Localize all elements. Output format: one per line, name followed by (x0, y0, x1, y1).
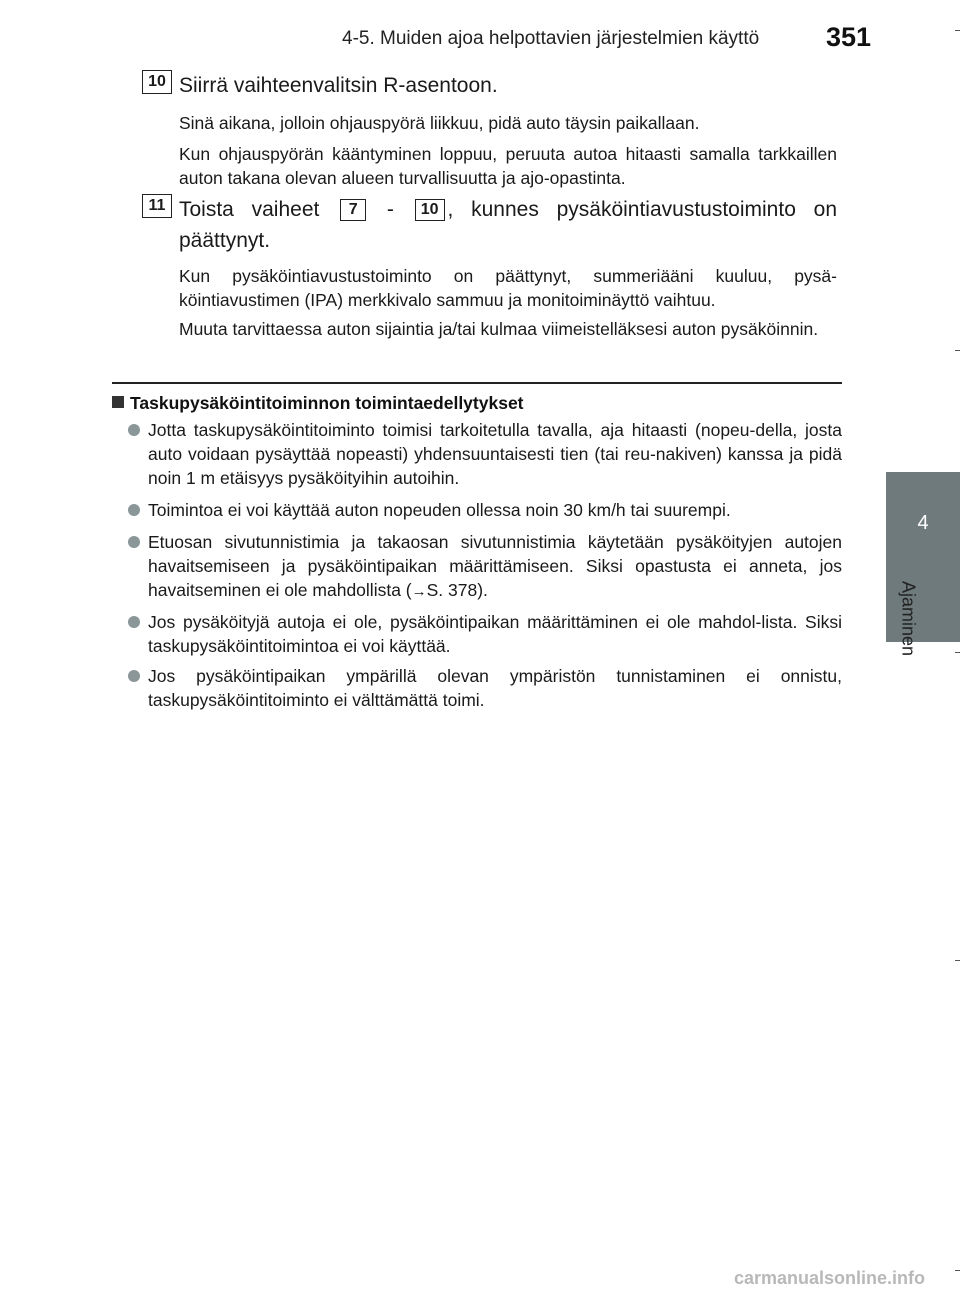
step-title: Siirrä vaihteenvalitsin R-asentoon. (179, 74, 498, 97)
step-paragraph: Muuta tarvittaessa auton sijaintia ja/tai kulmaa viimeistelläksesi auton pysäköinnin. (179, 319, 819, 339)
step-title-text: , kunnes pysäköintiavustustoiminto on päättynyt. (179, 198, 838, 252)
crop-mark (955, 652, 960, 653)
list-item-text: Jos pysäköityjä autoja ei ole, pysäköintipaikan määrittäminen ei ole mahdol-lista. Siksi taskupysäköintitoimintoa ei voi käyttää. (148, 612, 842, 656)
square-bullet-icon (112, 396, 124, 408)
list-item-text: Jos pysäköintipaikan ympärillä olevan ympäristön tunnistaminen ei onnistu, taskupysäköintitoiminto ei välttämättä toimi. (148, 666, 842, 710)
section-divider (112, 382, 842, 384)
section-title: 4-5. Muiden ajoa helpottavien järjestelmien käyttö (342, 28, 760, 49)
crop-mark (955, 1270, 960, 1271)
step-reference-box: 7 (340, 199, 366, 221)
crop-mark (955, 350, 960, 351)
list-item (128, 610, 842, 658)
chapter-label: Ajaminen (898, 580, 919, 657)
step-title-dash: - (386, 198, 394, 221)
crop-mark (955, 960, 960, 961)
arrow-right-icon: → (411, 583, 427, 600)
list-item-text (148, 530, 842, 604)
step-title-text: Toista vaiheet (179, 198, 320, 221)
list-item (128, 530, 842, 604)
circle-bullet-icon (128, 670, 140, 682)
chapter-number: 4 (917, 512, 929, 534)
list-item (128, 664, 842, 712)
step-reference-box: 10 (415, 199, 445, 221)
section-heading-text: Taskupysäköintitoiminnon toimintaedellytykset (130, 393, 524, 413)
step-title (179, 194, 837, 256)
step-number-box: 11 (142, 194, 172, 218)
list-item-text: Toimintoa ei voi käyttää auton nopeuden ollessa noin 30 km/h tai suurempi. (148, 500, 731, 520)
watermark: carmanualsonline.info (734, 1268, 926, 1288)
list-item-text-part: Etuosan sivutunnistimia ja takaosan sivutunnistimia käytetään pysäköityjen autojen havaitsemiseen ja pysäköintipaikan määrittämiseen. Siksi opastusta ei anneta, jos havaitseminen ei ole mahdollista ( (148, 532, 842, 600)
circle-bullet-icon (128, 616, 140, 628)
crop-mark (955, 30, 960, 31)
step-paragraph: Kun ohjauspyörän kääntyminen loppuu, peruuta autoa hitaasti samalla tarkkaillen auton takana olevan alueen turvallisuutta ja ajo-opastinta. (179, 144, 837, 188)
list-item-text: Jotta taskupysäköintitoiminto toimisi tarkoitetulla tavalla, aja hitaasti (nopeu-della, josta auto voidaan pysäyttää nopeasti) yhdensuuntaisesti tien (tai reu-nakiven) kanssa ja pidä noin 1 m etäisyys pysäköityihin autoihin. (148, 420, 842, 488)
list-item (128, 418, 842, 490)
page-number: 351 (826, 22, 872, 52)
circle-bullet-icon (128, 424, 140, 436)
page-reference-link[interactable]: S. 378). (426, 580, 488, 600)
step-number-box: 10 (142, 70, 172, 94)
list-item (128, 498, 842, 522)
section-heading (112, 393, 524, 414)
circle-bullet-icon (128, 504, 140, 516)
step-paragraph: Sinä aikana, jolloin ohjauspyörä liikkuu, pidä auto täysin paikallaan. (179, 113, 700, 133)
step-paragraph: Kun pysäköintiavustustoiminto on päättynyt, summeriääni kuuluu, pysä-köintiavustimen (IPA) merkkivalo sammuu ja monitoiminäyttö vaihtuu. (179, 266, 837, 310)
circle-bullet-icon (128, 536, 140, 548)
